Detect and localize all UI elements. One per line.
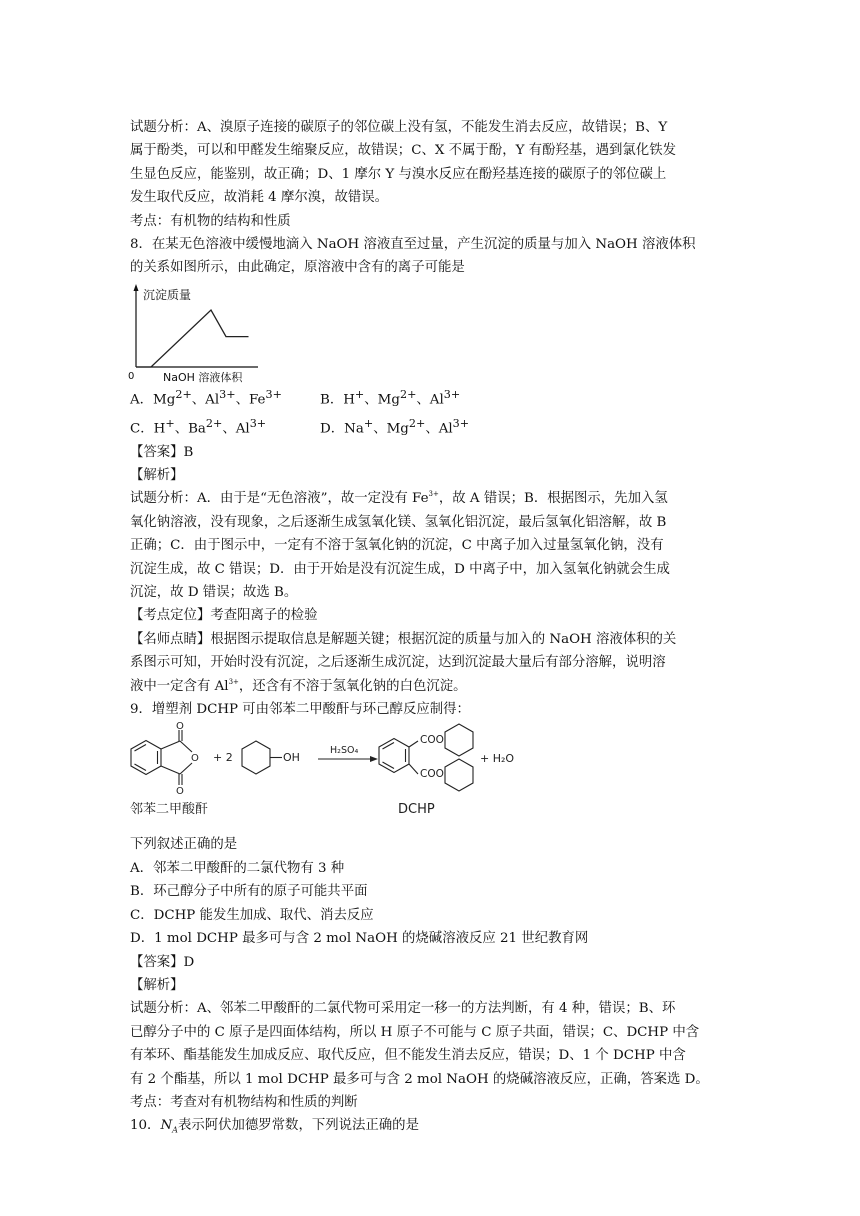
charge: 2+ <box>175 387 192 401</box>
answer-line: 【答案】D <box>130 954 195 970</box>
reaction-svg <box>130 721 730 833</box>
option-text: C．H <box>130 421 166 437</box>
option-text: 、Mg <box>364 392 400 408</box>
question-number: 10． <box>130 1118 161 1134</box>
precipitate-chart <box>130 280 730 383</box>
precipitate-curve <box>136 310 249 367</box>
avogadro-subscript: A <box>172 1126 178 1136</box>
option-text: 、Al <box>191 392 220 408</box>
plus-two: + 2 <box>213 751 233 765</box>
charge: 3+ <box>443 387 461 401</box>
mingshi-line: 系图示可知，开始时没有沉淀，之后逐渐生成沉淀，达到沉淀最大量后有部分溶解，说明溶 <box>130 655 666 671</box>
kaodian-line: 考点：有机物的结构和性质 <box>130 213 291 229</box>
reaction-scheme <box>130 721 730 833</box>
option-text: 、Al <box>425 421 453 437</box>
analysis-line: 沉淀，故 D 错误；故选 B。 <box>130 585 298 601</box>
analysis-line: 有苯环、酯基能发生加成反应、取代反应，但不能发生消去反应，错误；D、1 个 DCHP 中含 <box>130 1048 686 1064</box>
analysis-line: 沉淀生成，故 C 错误；D．由于开始是没有沉淀生成，D 中离子中，加入氢氧化钠就会生成 <box>130 561 670 577</box>
benzene-ring <box>131 741 161 775</box>
text-line: 属于酚类，可以和甲醛发生缩聚反应，故错误；C、X 不属于酚，Y 有酚羟基，遇到氯化铁发 <box>130 143 676 159</box>
text-span: 表示阿伏加德罗常数，下列说法正确的是 <box>177 1118 419 1134</box>
option-a: A．邻苯二甲酸酐的二氯代物有 3 种 <box>130 860 345 876</box>
charge: 3+ <box>452 416 470 430</box>
text-line: 发生取代反应，故消耗 4 摩尔溴，故错误。 <box>130 190 389 206</box>
ring-oxygen: O <box>191 753 199 765</box>
catalyst: H₂SO₄ <box>330 745 359 757</box>
benzene-ring <box>379 739 409 773</box>
charge: + <box>165 416 175 430</box>
analysis-line: 有 2 个酯基，所以 1 mol DCHP 最多可与含 2 mol NaOH 的烧碱溶液反应，正确，答案选 D。 <box>130 1071 709 1087</box>
option-c <box>130 412 320 441</box>
text-span: ，故 A 错误；B．根据图示，先加入氢 <box>438 491 668 507</box>
option-text: 、Fe <box>235 392 266 408</box>
charge: 3+ <box>265 387 282 401</box>
x-axis-label: NaOH 溶液体积 <box>163 370 243 384</box>
hydroxyl: OH <box>283 751 300 765</box>
option-a <box>130 383 320 412</box>
charge: 3+ <box>249 416 267 430</box>
product-name: DCHP <box>398 802 435 818</box>
option-text: B．H <box>320 392 355 408</box>
question-stem: 8．在某无色溶液中缓慢地滴入 NaOH 溶液直至过量，产生沉淀的质量与加入 NaOH 溶液体积 <box>130 237 696 253</box>
text-span: ，还含有不溶于氢氧化钠的白色沉淀。 <box>238 678 467 694</box>
charge: + <box>354 387 365 401</box>
analysis-line: 正确；C．由于图示中，一定有不溶于氢氧化钠的沉淀，C 中离子加入过量氢氧化钠，没有 <box>130 538 664 554</box>
document-page <box>130 116 730 1142</box>
option-c: C．DCHP 能发生加成、取代、消去反应 <box>130 907 374 923</box>
analysis-line: 试题分析：A、邻苯二甲酸酐的二氯代物可采用定一移一的方法判断，有 4 种，错误；B、环 <box>130 1001 676 1017</box>
carbonyl-oxygen: O <box>176 721 184 733</box>
option-text: 、Al <box>416 392 444 408</box>
kaodian-line: 【考点定位】考查阳离子的检验 <box>130 608 318 624</box>
answer-line: 【答案】B <box>130 444 194 460</box>
cyclohexane-ring <box>445 759 473 791</box>
charge: 3+ <box>219 387 236 401</box>
mingshi-line <box>130 675 730 698</box>
option-text: 、Mg <box>373 421 409 437</box>
y-axis-arrow <box>134 284 139 291</box>
question-stem: 9．增塑剂 DCHP 可由邻苯二甲酸酐与环己醇反应制得： <box>130 702 470 718</box>
charge: 3+ <box>428 490 439 499</box>
text-line: 试题分析：A、溴原子连接的碳原子的邻位碳上没有氢，不能发生消去反应，故错误；B、Y <box>130 120 668 135</box>
cyclohexane-ring <box>242 741 270 774</box>
charge: 2+ <box>205 416 223 430</box>
option-text: 、Al <box>222 421 250 437</box>
option-d: D．1 mol DCHP 最多可与含 2 mol NaOH 的烧碱溶液反应 21 世纪教育网 <box>130 931 589 947</box>
text-span: 液中一定含有 Al <box>130 678 229 694</box>
option-b <box>320 383 460 412</box>
carbonyl-oxygen: O <box>176 786 184 798</box>
options-row <box>130 383 730 412</box>
analysis-line <box>130 487 730 510</box>
water: + H₂O <box>480 752 515 766</box>
question-9 <box>130 698 730 1114</box>
question-prompt: 下列叙述正确的是 <box>130 837 238 853</box>
analysis-line: 已醇分子中的 C 原子是四面体结构，所以 H 原子不可能与 C 原子共面，错误；C、DCHP 中含 <box>130 1024 700 1040</box>
question-stem: 的关系如图所示，由此确定，原溶液中含有的离子可能是 <box>130 260 465 276</box>
arrow-head <box>370 756 378 762</box>
cyclohexane-ring <box>445 724 473 756</box>
analysis-line: 氧化钠溶液，没有现象，之后逐渐生成氢氧化镁、氢氧化铝沉淀，最后氢氧化铝溶解，故 B <box>130 514 667 530</box>
question-10-stem <box>130 1114 730 1142</box>
option-d <box>320 412 469 441</box>
jiexi-heading: 【解析】 <box>130 977 184 993</box>
option-text: A．Mg <box>130 392 176 408</box>
text-span: 试题分析：A．由于是“无色溶液”，故一定没有 Fe <box>130 491 429 507</box>
kaodian-line: 考点：考查对有机物结构和性质的判断 <box>130 1094 358 1110</box>
ester-group: COO <box>420 734 444 747</box>
option-text: D．Na <box>320 421 364 437</box>
charge: 2+ <box>399 387 417 401</box>
jiexi-heading: 【解析】 <box>130 468 184 483</box>
chart-svg <box>130 280 270 383</box>
mingshi-line: 【名师点睛】根据图示提取信息是解题关键；根据沉淀的质量与加入的 NaOH 溶液体积的关 <box>130 631 677 647</box>
origin-label: 0 <box>128 370 135 382</box>
avogadro-symbol: N <box>160 1118 173 1134</box>
charge: 2+ <box>408 416 426 430</box>
options-row <box>130 412 730 441</box>
reactant-name: 邻苯二甲酸酐 <box>130 802 209 818</box>
option-text: 、Ba <box>174 421 206 437</box>
prev-analysis <box>130 116 730 233</box>
option-b: B．环己醇分子中所有的原子可能共平面 <box>130 884 368 900</box>
charge: 3+ <box>228 677 239 686</box>
y-axis-label: 沉淀质量 <box>143 287 192 302</box>
ester-group: COO <box>420 768 444 781</box>
text-line: 生显色反应，能鉴别，故正确；D、1 摩尔 Y 与溴水反应在酚羟基连接的碳原子的邻位碳上 <box>130 166 667 182</box>
question-8 <box>130 233 730 698</box>
charge: + <box>363 416 374 430</box>
